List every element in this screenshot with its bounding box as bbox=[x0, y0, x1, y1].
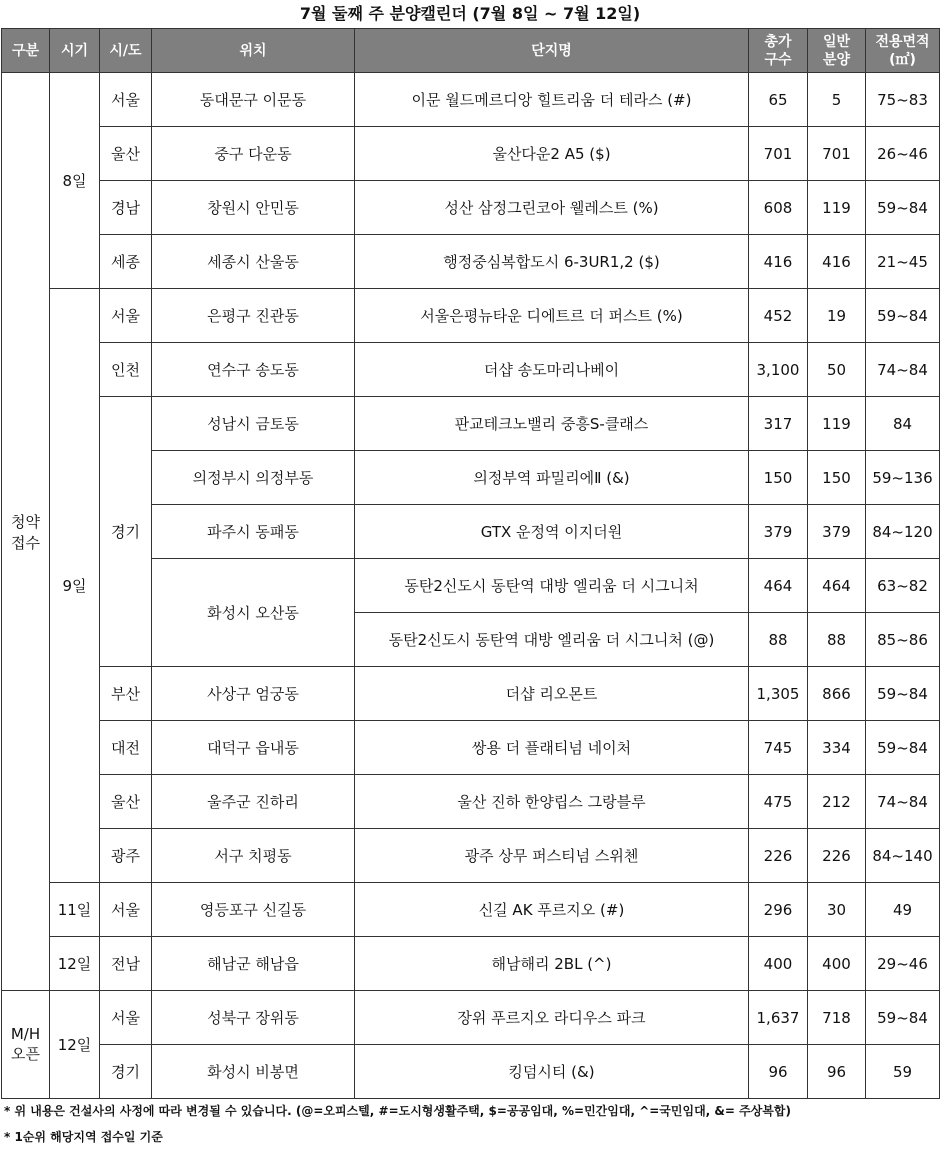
header-total-units-line1: 총가 bbox=[764, 33, 792, 50]
total-units-cell: 701 bbox=[749, 127, 808, 181]
area-cell: 59 bbox=[866, 1045, 940, 1099]
total-units-cell: 452 bbox=[749, 289, 808, 343]
complex-cell: 이문 월드메르디앙 힐트리움 더 테라스 (#) bbox=[355, 73, 749, 127]
general-supply-cell: 866 bbox=[808, 667, 866, 721]
complex-cell: 울산다운2 A5 ($) bbox=[355, 127, 749, 181]
complex-cell: 행정중심복합도시 6-3UR1,2 ($) bbox=[355, 235, 749, 289]
area-cell: 74~84 bbox=[866, 343, 940, 397]
header-row bbox=[2, 29, 940, 73]
region-cell: 서울 bbox=[100, 73, 152, 127]
area-cell: 84 bbox=[866, 397, 940, 451]
location-cell: 대덕구 읍내동 bbox=[152, 721, 355, 775]
table-row bbox=[2, 289, 940, 343]
general-supply-cell: 50 bbox=[808, 343, 866, 397]
location-cell: 사상구 엄궁동 bbox=[152, 667, 355, 721]
region-cell: 서울 bbox=[100, 289, 152, 343]
total-units-cell: 65 bbox=[749, 73, 808, 127]
header-area-line1: 전용면적 bbox=[875, 33, 930, 50]
table-row bbox=[2, 883, 940, 937]
region-cell: 전남 bbox=[100, 937, 152, 991]
complex-cell: 광주 상무 퍼스티넘 스위첸 bbox=[355, 829, 749, 883]
region-cell: 경남 bbox=[100, 181, 152, 235]
total-units-cell: 296 bbox=[749, 883, 808, 937]
group-subscription-cell bbox=[2, 73, 50, 991]
date-cell: 8일 bbox=[50, 73, 100, 289]
location-cell: 성북구 장위동 bbox=[152, 991, 355, 1045]
complex-cell: 더샵 리오몬트 bbox=[355, 667, 749, 721]
total-units-cell: 88 bbox=[749, 613, 808, 667]
date-cell: 9일 bbox=[50, 289, 100, 883]
location-cell: 성남시 금토동 bbox=[152, 397, 355, 451]
location-cell: 의정부시 의정부동 bbox=[152, 451, 355, 505]
header-total-units bbox=[749, 29, 808, 73]
header-category: 구분 bbox=[2, 29, 50, 73]
location-cell: 울주군 진하리 bbox=[152, 775, 355, 829]
total-units-cell: 1,305 bbox=[749, 667, 808, 721]
date-cell: 11일 bbox=[50, 883, 100, 937]
general-supply-cell: 30 bbox=[808, 883, 866, 937]
region-cell: 경기 bbox=[100, 397, 152, 667]
area-cell: 75~83 bbox=[866, 73, 940, 127]
general-supply-cell: 226 bbox=[808, 829, 866, 883]
location-cell: 창원시 안민동 bbox=[152, 181, 355, 235]
complex-cell: 성산 삼정그린코아 웰레스트 (%) bbox=[355, 181, 749, 235]
location-cell: 파주시 동패동 bbox=[152, 505, 355, 559]
complex-cell: 판교테크노밸리 중흥S-클래스 bbox=[355, 397, 749, 451]
header-area-line2: (㎡) bbox=[889, 51, 916, 68]
area-cell: 59~84 bbox=[866, 289, 940, 343]
header-complex: 단지명 bbox=[355, 29, 749, 73]
region-cell: 대전 bbox=[100, 721, 152, 775]
area-cell: 59~84 bbox=[866, 181, 940, 235]
complex-cell: 해남해리 2BL (^) bbox=[355, 937, 749, 991]
table-row bbox=[2, 991, 940, 1045]
general-supply-cell: 464 bbox=[808, 559, 866, 613]
footnotes bbox=[4, 1102, 791, 1154]
group-model-house-line2: 오픈 bbox=[11, 1045, 40, 1063]
complex-cell: 의정부역 파밀리에Ⅱ (&) bbox=[355, 451, 749, 505]
location-cell: 세종시 산울동 bbox=[152, 235, 355, 289]
region-cell: 인천 bbox=[100, 343, 152, 397]
area-cell: 85~86 bbox=[866, 613, 940, 667]
header-timing: 시기 bbox=[50, 29, 100, 73]
complex-cell: 더샵 송도마리나베이 bbox=[355, 343, 749, 397]
location-cell: 영등포구 신길동 bbox=[152, 883, 355, 937]
header-total-units-line2: 구수 bbox=[764, 51, 792, 68]
total-units-cell: 464 bbox=[749, 559, 808, 613]
region-cell: 광주 bbox=[100, 829, 152, 883]
general-supply-cell: 19 bbox=[808, 289, 866, 343]
region-cell: 울산 bbox=[100, 127, 152, 181]
total-units-cell: 317 bbox=[749, 397, 808, 451]
header-area bbox=[866, 29, 940, 73]
complex-cell: 쌍용 더 플래티넘 네이처 bbox=[355, 721, 749, 775]
location-cell: 동대문구 이문동 bbox=[152, 73, 355, 127]
total-units-cell: 416 bbox=[749, 235, 808, 289]
location-cell: 서구 치평동 bbox=[152, 829, 355, 883]
complex-cell: 장위 푸르지오 라디우스 파크 bbox=[355, 991, 749, 1045]
area-cell: 63~82 bbox=[866, 559, 940, 613]
area-cell: 26~46 bbox=[866, 127, 940, 181]
location-cell: 연수구 송도동 bbox=[152, 343, 355, 397]
total-units-cell: 150 bbox=[749, 451, 808, 505]
header-general-supply bbox=[808, 29, 866, 73]
area-cell: 29~46 bbox=[866, 937, 940, 991]
total-units-cell: 400 bbox=[749, 937, 808, 991]
table-row bbox=[2, 181, 940, 235]
table-row bbox=[2, 73, 940, 127]
general-supply-cell: 5 bbox=[808, 73, 866, 127]
total-units-cell: 96 bbox=[749, 1045, 808, 1099]
header-location: 위치 bbox=[152, 29, 355, 73]
location-cell: 화성시 비봉면 bbox=[152, 1045, 355, 1099]
table-row bbox=[2, 937, 940, 991]
region-cell: 세종 bbox=[100, 235, 152, 289]
subscription-calendar-table bbox=[1, 28, 940, 1099]
group-subscription-line2: 접수 bbox=[11, 533, 40, 552]
footnote-basis: * 1순위 해당지역 접수일 기준 bbox=[4, 1130, 163, 1144]
total-units-cell: 608 bbox=[749, 181, 808, 235]
region-cell: 서울 bbox=[100, 991, 152, 1045]
region-cell: 경기 bbox=[100, 1045, 152, 1099]
general-supply-cell: 718 bbox=[808, 991, 866, 1045]
area-cell: 59~84 bbox=[866, 667, 940, 721]
area-cell: 59~84 bbox=[866, 721, 940, 775]
location-cell: 해남군 해남읍 bbox=[152, 937, 355, 991]
table-row bbox=[2, 397, 940, 451]
complex-cell: 울산 진하 한양립스 그랑블루 bbox=[355, 775, 749, 829]
group-subscription-line1: 청약 bbox=[11, 512, 40, 531]
area-cell: 59~84 bbox=[866, 991, 940, 1045]
complex-cell: 동탄2신도시 동탄역 대방 엘리움 더 시그니처 bbox=[355, 559, 749, 613]
general-supply-cell: 119 bbox=[808, 181, 866, 235]
header-region: 시/도 bbox=[100, 29, 152, 73]
area-cell: 84~140 bbox=[866, 829, 940, 883]
table-row bbox=[2, 235, 940, 289]
complex-cell: 신길 AK 푸르지오 (#) bbox=[355, 883, 749, 937]
location-cell: 중구 다운동 bbox=[152, 127, 355, 181]
group-model-house-cell bbox=[2, 991, 50, 1099]
table-row bbox=[2, 829, 940, 883]
table-row bbox=[2, 775, 940, 829]
total-units-cell: 226 bbox=[749, 829, 808, 883]
general-supply-cell: 334 bbox=[808, 721, 866, 775]
location-cell: 은평구 진관동 bbox=[152, 289, 355, 343]
complex-cell: 동탄2신도시 동탄역 대방 엘리움 더 시그니처 (@) bbox=[355, 613, 749, 667]
general-supply-cell: 212 bbox=[808, 775, 866, 829]
general-supply-cell: 379 bbox=[808, 505, 866, 559]
header-general-supply-line1: 일반 bbox=[822, 33, 851, 50]
total-units-cell: 475 bbox=[749, 775, 808, 829]
general-supply-cell: 416 bbox=[808, 235, 866, 289]
footnote-legend: * 위 내용은 건설사의 사정에 따라 변경될 수 있습니다. (@=오피스텔, #=도시형생활주택, $=공공임대, %=민간임대, ^=국민임대, &= 주상복합) bbox=[4, 1104, 791, 1118]
complex-cell: 킹덤시티 (&) bbox=[355, 1045, 749, 1099]
general-supply-cell: 150 bbox=[808, 451, 866, 505]
total-units-cell: 3,100 bbox=[749, 343, 808, 397]
region-cell: 울산 bbox=[100, 775, 152, 829]
page-title: 7월 둘째 주 분양캘린더 (7월 8일 ~ 7월 12일) bbox=[299, 4, 641, 23]
total-units-cell: 379 bbox=[749, 505, 808, 559]
general-supply-cell: 119 bbox=[808, 397, 866, 451]
total-units-cell: 1,637 bbox=[749, 991, 808, 1045]
total-units-cell: 745 bbox=[749, 721, 808, 775]
table-row bbox=[2, 1045, 940, 1099]
area-cell: 74~84 bbox=[866, 775, 940, 829]
general-supply-cell: 88 bbox=[808, 613, 866, 667]
table-row bbox=[2, 667, 940, 721]
complex-cell: 서울은평뉴타운 디에트르 더 퍼스트 (%) bbox=[355, 289, 749, 343]
region-cell: 부산 bbox=[100, 667, 152, 721]
table-row bbox=[2, 127, 940, 181]
general-supply-cell: 400 bbox=[808, 937, 866, 991]
location-cell: 화성시 오산동 bbox=[152, 559, 355, 667]
complex-cell: GTX 운정역 이지더원 bbox=[355, 505, 749, 559]
area-cell: 49 bbox=[866, 883, 940, 937]
date-cell: 12일 bbox=[50, 991, 100, 1099]
area-cell: 84~120 bbox=[866, 505, 940, 559]
general-supply-cell: 96 bbox=[808, 1045, 866, 1099]
header-general-supply-line2: 분양 bbox=[822, 51, 851, 68]
area-cell: 59~136 bbox=[866, 451, 940, 505]
general-supply-cell: 701 bbox=[808, 127, 866, 181]
date-cell: 12일 bbox=[50, 937, 100, 991]
area-cell: 21~45 bbox=[866, 235, 940, 289]
group-model-house-line1: M/H bbox=[10, 1025, 41, 1043]
table-row bbox=[2, 721, 940, 775]
region-cell: 서울 bbox=[100, 883, 152, 937]
table-row bbox=[2, 343, 940, 397]
